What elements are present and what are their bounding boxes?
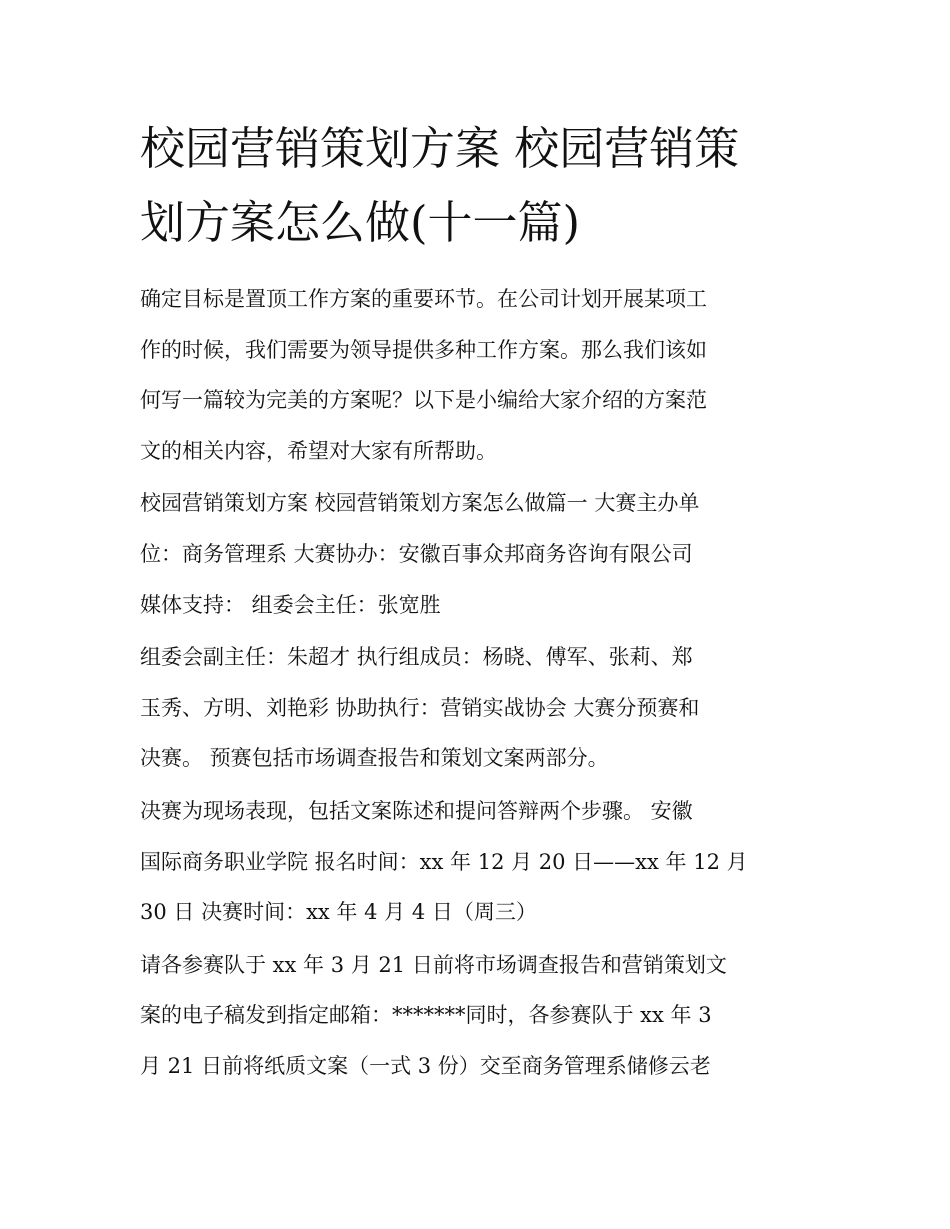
paragraph-final-schedule: 决赛为现场表现，包括文案陈述和提问答辩两个步骤。 安徽 国际商务职业学院 报名时间：xx 年 12 月 20 日——xx 年 12 月 30 日 决赛时间：xx 年 4 月 4 日（周三）: [140, 798, 748, 925]
document-title: 校园营销策划方案 校园营销策 划方案怎么做(十一篇): [140, 122, 740, 249]
paragraph-organizers: 校园营销策划方案 校园营销策划方案怎么做篇一 大赛主办单 位：商务管理系 大赛协办：安徽百事众邦商务咨询有限公司 媒体支持： 组委会主任：张宽胜: [140, 491, 700, 617]
document-body: [140, 112, 812, 1094]
paragraph-intro: 确定目标是置顶工作方案的重要环节。在公司计划开展某项工 作的时候，我们需要为领导提供多种工作方案。那么我们该如 何写一篇较为完美的方案呢？以下是小编给大家介绍的方案范 文的相关内容，希望对大家有所帮助。: [140, 287, 707, 463]
paragraph-submission: 请各参赛队于 xx 年 3 月 21 日前将市场调查报告和营销策划文 案的电子稿发到指定邮箱：*******同时，各参赛队于 xx 年 3 月 21 日前将纸质文案（一式 3 份）交至商务管理系储修云老: [140, 952, 727, 1078]
paragraph-committee: 组委会副主任：朱超才 执行组成员：杨晓、傅军、张莉、郑 玉秀、方明、刘艳彩 协助执行：营销实战协会 大赛分预赛和 决赛。 预赛包括市场调查报告和策划文案两部分。: [140, 645, 700, 771]
